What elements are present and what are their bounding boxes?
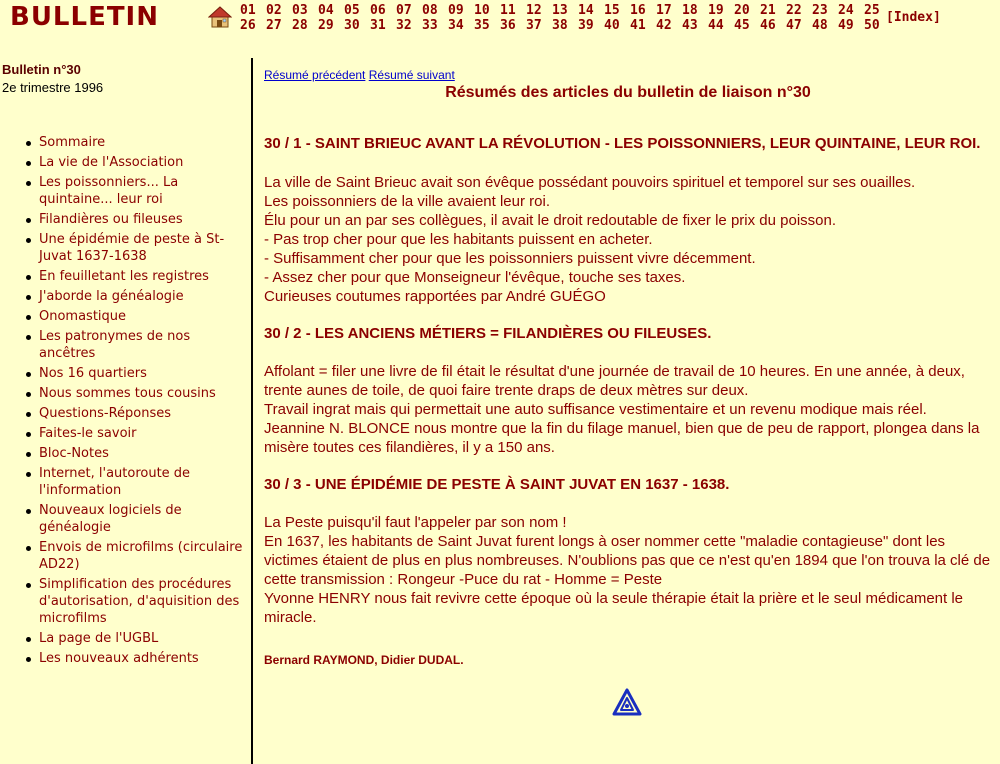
bulletin-number-link[interactable]: 14	[578, 3, 594, 18]
bulletin-number-link[interactable]: 49	[838, 18, 854, 33]
previous-summary-link[interactable]: Résumé précédent	[264, 68, 366, 82]
house-icon[interactable]	[208, 6, 232, 28]
bulletin-number-link[interactable]: 20	[734, 3, 750, 18]
sidebar-menu-item[interactable]: Bloc-Notes	[39, 445, 244, 462]
bulletin-number-link[interactable]: 35	[474, 18, 490, 33]
bulletin-number-link[interactable]: 01	[240, 3, 256, 18]
bulletin-number-link[interactable]: 10	[474, 3, 490, 18]
article-title: 30 / 3 - UNE ÉPIDÉMIE DE PESTE À SAINT JUVAT EN 1637 - 1638.	[264, 476, 730, 493]
bulletin-number-link[interactable]: 34	[448, 18, 464, 33]
bulletin-number-link[interactable]: 45	[734, 18, 750, 33]
sidebar-menu-item[interactable]: J'aborde la généalogie	[39, 288, 244, 305]
article-line: La Peste puisqu'il faut l'appeler par son nom !	[264, 514, 567, 531]
bulletin-number-links	[240, 3, 890, 33]
bulletin-number-link[interactable]: 23	[812, 3, 828, 18]
sidebar-menu-item[interactable]: Nous sommes tous cousins	[39, 385, 244, 402]
bulletin-number-link[interactable]: 44	[708, 18, 724, 33]
bulletin-number-link[interactable]: 46	[760, 18, 776, 33]
sidebar-menu-item[interactable]: Sommaire	[39, 134, 244, 151]
article-line: En 1637, les habitants de Saint Juvat furent longs à oser nommer cette "maladie contagieuse" dont les victimes étaient de plus en plus nombreuses. N'oublions pas que ce n'est qu'en 1894 que l'on trouva la clé de cette transmission : Rongeur -Puce du rat - Homme = Peste	[264, 533, 991, 588]
triskel-logo-icon	[612, 688, 642, 716]
bulletin-number-row	[240, 18, 890, 33]
bulletin-number-link[interactable]: 05	[344, 3, 360, 18]
bulletin-number-link[interactable]: 13	[552, 3, 568, 18]
article-line: - Pas trop cher pour que les habitants puissent en acheter.	[264, 231, 653, 248]
sidebar-menu-item[interactable]: Faites-le savoir	[39, 425, 244, 442]
bulletin-number-row	[240, 3, 890, 18]
article-title: 30 / 1 - SAINT BRIEUC AVANT LA RÉVOLUTION - LES POISSONNIERS, LEUR QUINTAINE, LEUR ROI.	[264, 135, 981, 152]
bulletin-number-link[interactable]: 22	[786, 3, 802, 18]
main-content	[264, 68, 992, 667]
sidebar-menu-item[interactable]: En feuilletant les registres	[39, 268, 244, 285]
sidebar-menu-item[interactable]: Internet, l'autoroute de l'information	[39, 465, 244, 499]
bulletin-number-link[interactable]: 26	[240, 18, 256, 33]
article-line: Affolant = filer une livre de fil était le résultat d'une journée de travail de 10 heures. En une année, à deux, trente aunes de toile, de quoi faire trente draps de deux mètres sur deux.	[264, 363, 965, 399]
sidebar-subtitle: 2e trimestre 1996	[2, 80, 104, 95]
bulletin-number-link[interactable]: 42	[656, 18, 672, 33]
bulletin-number-link[interactable]: 08	[422, 3, 438, 18]
bulletin-number-link[interactable]: 21	[760, 3, 776, 18]
bulletin-number-link[interactable]: 29	[318, 18, 334, 33]
bulletin-number-link[interactable]: 48	[812, 18, 828, 33]
bulletin-number-link[interactable]: 27	[266, 18, 282, 33]
sidebar-menu-item[interactable]: La vie de l'Association	[39, 154, 244, 171]
article-line: - Suffisamment cher pour que les poissonniers puissent vivre décemment.	[264, 250, 756, 267]
bulletin-number-link[interactable]: 17	[656, 3, 672, 18]
sidebar-menu-item[interactable]: Nouveaux logiciels de généalogie	[39, 502, 244, 536]
article-line: Jeannine N. BLONCE nous montre que la fin du filage manuel, bien que de peu de rapport, plongea dans la misère toutes ces filandières, il y a 150 ans.	[264, 420, 980, 456]
bulletin-number-link[interactable]: 30	[344, 18, 360, 33]
bulletin-number-link[interactable]: 32	[396, 18, 412, 33]
sidebar-menu-item[interactable]: Les patronymes de nos ancêtres	[39, 328, 244, 362]
bulletin-number-link[interactable]: 37	[526, 18, 542, 33]
article-line: Yvonne HENRY nous fait revivre cette époque où la seule thérapie était la prière et le seul médicament le miracle.	[264, 590, 964, 626]
sidebar-menu-item[interactable]: Les poissonniers... La quintaine... leur roi	[39, 174, 244, 208]
bulletin-number-link[interactable]: 02	[266, 3, 282, 18]
bulletin-number-link[interactable]: 31	[370, 18, 386, 33]
sidebar-menu-item[interactable]: Les nouveaux adhérents	[39, 650, 244, 667]
bulletin-number-link[interactable]: 19	[708, 3, 724, 18]
bulletin-number-link[interactable]: 25	[864, 3, 880, 18]
sidebar-menu-item[interactable]: Questions-Réponses	[39, 405, 244, 422]
sidebar-menu-item[interactable]: Onomastique	[39, 308, 244, 325]
bulletin-number-link[interactable]: 41	[630, 18, 646, 33]
sidebar-menu-item[interactable]: Simplification des procédures d'autorisation, d'aquisition des microfilms	[39, 576, 244, 627]
bulletin-number-link[interactable]: 50	[864, 18, 880, 33]
authors-credit: Bernard RAYMOND, Didier DUDAL.	[264, 653, 464, 667]
summary-navigation	[264, 68, 992, 82]
top-bar	[0, 0, 1000, 40]
bulletin-number-link[interactable]: 04	[318, 3, 334, 18]
bulletin-number-link[interactable]: 15	[604, 3, 620, 18]
bulletin-number-link[interactable]: 38	[552, 18, 568, 33]
bulletin-number-link[interactable]: 09	[448, 3, 464, 18]
bulletin-number-link[interactable]: 11	[500, 3, 516, 18]
article-line: Curieuses coutumes rapportées par André GUÉGO	[264, 288, 606, 305]
bulletin-number-link[interactable]: 24	[838, 3, 854, 18]
bulletin-number-link[interactable]: 40	[604, 18, 620, 33]
index-link[interactable]: [Index]	[886, 10, 941, 25]
bulletin-number-link[interactable]: 12	[526, 3, 542, 18]
article-line: Les poissonniers de la ville avaient leur roi.	[264, 193, 550, 210]
article-line: La ville de Saint Brieuc avait son évêque possédant pouvoirs spirituel et temporel sur ses ouailles.	[264, 174, 916, 191]
sidebar-menu-item[interactable]: Filandières ou fileuses	[39, 211, 244, 228]
bulletin-number-link[interactable]: 43	[682, 18, 698, 33]
bulletin-number-link[interactable]: 06	[370, 3, 386, 18]
article-line: - Assez cher pour que Monseigneur l'évêque, touche ses taxes.	[264, 269, 686, 286]
article-line: Élu pour un an par ses collègues, il avait le droit redoutable de fixer le prix du poisson.	[264, 212, 836, 229]
bulletin-number-link[interactable]: 33	[422, 18, 438, 33]
next-summary-link[interactable]: Résumé suivant	[368, 68, 455, 82]
bulletin-number-link[interactable]: 18	[682, 3, 698, 18]
sidebar-menu-item[interactable]: La page de l'UGBL	[39, 630, 244, 647]
bulletin-number-link[interactable]: 28	[292, 18, 308, 33]
bulletin-number-link[interactable]: 07	[396, 3, 412, 18]
bulletin-number-link[interactable]: 03	[292, 3, 308, 18]
article-title: 30 / 2 - LES ANCIENS MÉTIERS = FILANDIÈRES OU FILEUSES.	[264, 325, 712, 342]
sidebar-menu-item[interactable]: Nos 16 quartiers	[39, 365, 244, 382]
bulletin-number-link[interactable]: 36	[500, 18, 516, 33]
sidebar-menu	[0, 134, 244, 670]
bulletin-number-link[interactable]: 39	[578, 18, 594, 33]
sidebar-menu-item[interactable]: Une épidémie de peste à St-Juvat 1637-1638	[39, 231, 244, 265]
bulletin-number-link[interactable]: 16	[630, 3, 646, 18]
column-divider	[251, 58, 253, 764]
article-line: Travail ingrat mais qui permettait une auto suffisance vestimentaire et un revenu modique mais réel.	[264, 401, 927, 418]
sidebar-menu-item[interactable]: Envois de microfilms (circulaire AD22)	[39, 540, 243, 572]
sidebar-title: Bulletin n°30	[2, 62, 81, 77]
bulletin-number-link[interactable]: 47	[786, 18, 802, 33]
page-title: Résumés des articles du bulletin de liaison n°30	[445, 84, 811, 101]
site-brand[interactable]: BULLETIN	[10, 2, 159, 32]
